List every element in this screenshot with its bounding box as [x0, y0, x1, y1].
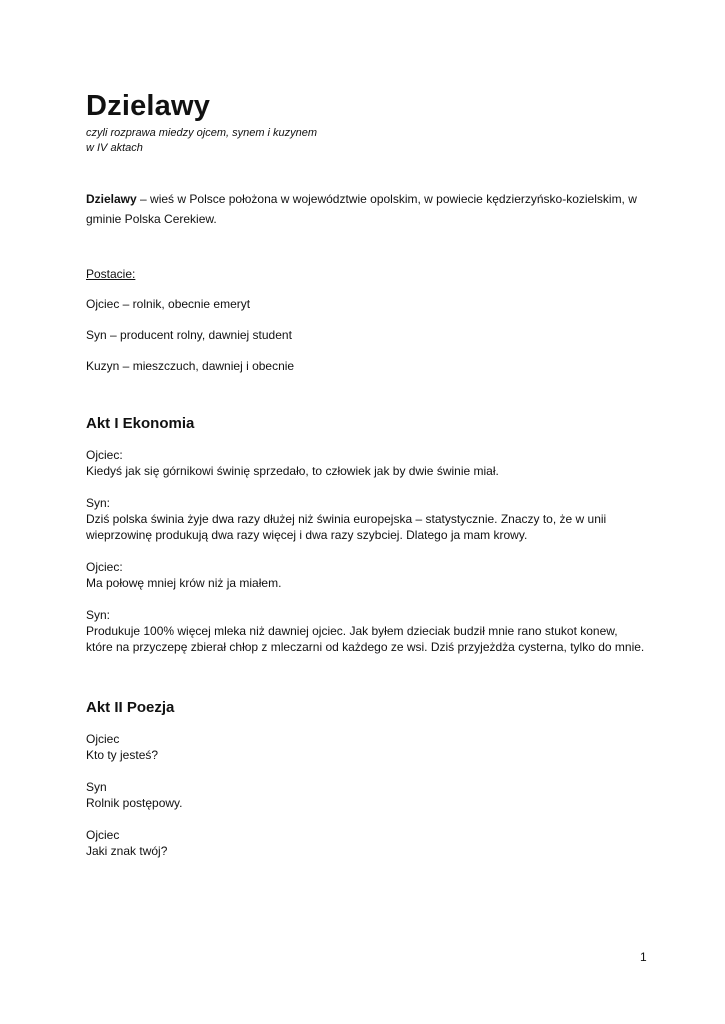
intro-term: Dzielawy	[86, 192, 137, 206]
cast-item-cousin: Kuzyn – mieszczuch, dawniej i obecnie	[86, 359, 295, 373]
intro-text: – wieś w Polsce położona w województwie opolskim, w powiecie kędzierzyńsko-kozielskim, w gminie Polska Cerekiew.	[86, 192, 637, 226]
dialogue-exchange	[86, 779, 646, 811]
document-body	[86, 88, 646, 875]
dialogue-exchange	[86, 447, 646, 479]
cast-heading: Postacie:	[86, 267, 136, 281]
act-1-heading: Akt I Ekonomia	[86, 415, 195, 432]
speaker-label: Ojciec:	[86, 560, 123, 574]
speaker-label: Ojciec	[86, 828, 120, 842]
dialogue-line: Dziś polska świnia żyje dwa razy dłużej niż świnia europejska – statystycznie. Znaczy to, że w unii wieprzowinę produkują dwa razy więcej i dwa razy szybciej. Dlatego ja mam krowy.	[86, 512, 607, 542]
dialogue-line: Jaki znak twój?	[86, 844, 168, 858]
dialogue-line: Ma połowę mniej krów niż ja miałem.	[86, 576, 282, 590]
speaker-label: Ojciec	[86, 732, 120, 746]
cast-item-father: Ojciec – rolnik, obecnie emeryt	[86, 297, 251, 311]
act-2-dialogue	[86, 731, 646, 859]
dialogue-exchange	[86, 607, 646, 655]
act-1-dialogue	[86, 447, 646, 655]
document-subtitle	[86, 126, 646, 156]
dialogue-line: Kiedyś jak się górnikowi świnię sprzedało, to człowiek jak by dwie świnie miał.	[86, 464, 499, 478]
speaker-label: Syn	[86, 780, 107, 794]
document-title: Dzielawy	[86, 90, 211, 122]
speaker-label: Syn:	[86, 608, 111, 622]
cast-item-son: Syn – producent rolny, dawniej student	[86, 328, 292, 342]
dialogue-line: Produkuje 100% więcej mleka niż dawniej ojciec. Jak byłem dzieciak budził mnie rano stukot konew, które na przyczepę zbierał chłop z mleczarni od każdego ze wsi. Dziś przyjeżdża cysterna, tylko do mnie.	[86, 624, 645, 654]
act-2-heading: Akt II Poezja	[86, 699, 175, 716]
speaker-label: Ojciec:	[86, 448, 123, 462]
speaker-label: Syn:	[86, 496, 111, 510]
subtitle-line-2: w IV aktach	[86, 142, 143, 154]
subtitle-line-1: czyli rozprawa miedzy ojcem, synem i kuzynem	[86, 127, 318, 139]
dialogue-exchange	[86, 495, 646, 543]
dialogue-exchange	[86, 827, 646, 859]
dialogue-exchange	[86, 731, 646, 763]
intro-paragraph	[86, 189, 646, 229]
dialogue-line: Rolnik postępowy.	[86, 796, 183, 810]
dialogue-line: Kto ty jesteś?	[86, 748, 159, 762]
cast-list	[86, 296, 646, 374]
dialogue-exchange	[86, 559, 646, 591]
page-number: 1	[640, 950, 647, 964]
